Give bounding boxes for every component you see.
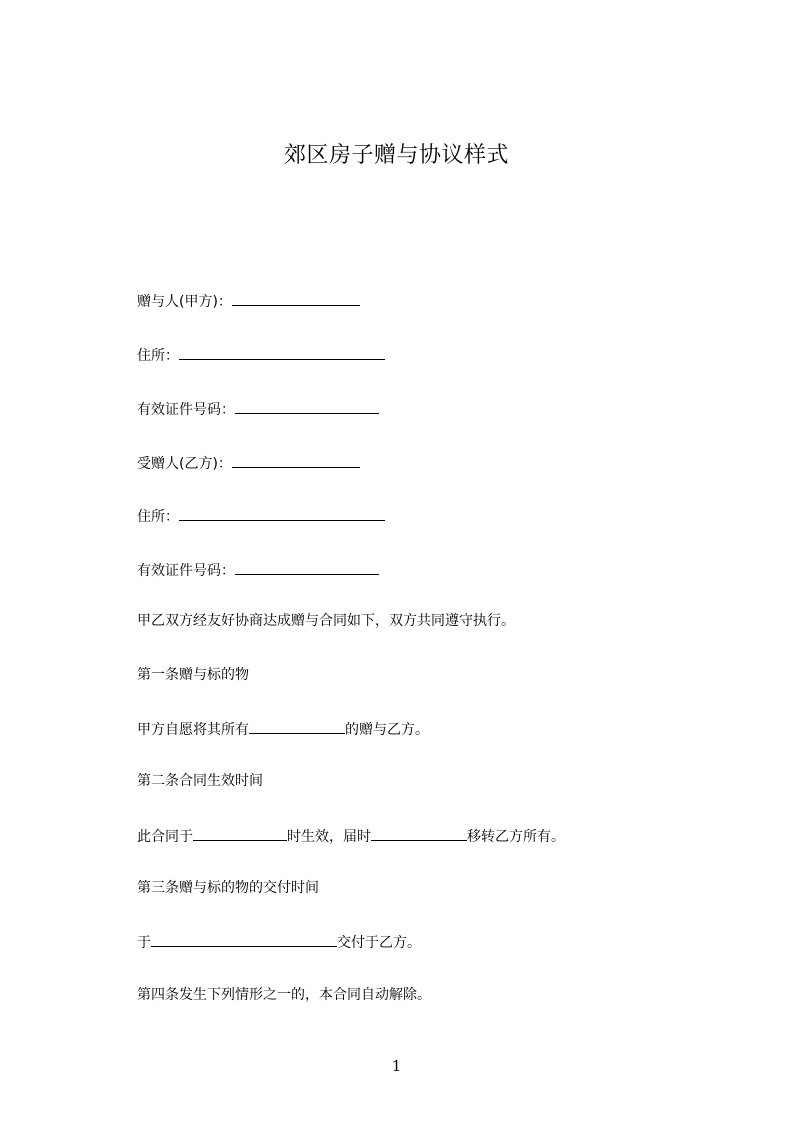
- document-title: 郊区房子赠与协议样式: [283, 143, 509, 168]
- article2-text-middle: 时生效，届时: [287, 829, 371, 845]
- donor-id-line: [137, 398, 379, 420]
- article3-time-blank: [151, 931, 337, 947]
- article1-text-after: 的赠与乙方。: [345, 722, 429, 738]
- article2-date-blank: [193, 825, 287, 841]
- article1-text: [137, 718, 429, 740]
- donor-id-label: 有效证件号码：: [137, 402, 235, 418]
- donee-address-label: 住所：: [137, 509, 179, 525]
- page-number: 1: [391, 1057, 402, 1075]
- article3-heading: 第三条赠与标的物的交付时间: [137, 880, 319, 896]
- article2-subject-blank: [371, 825, 467, 841]
- donor-address-blank: [179, 344, 385, 360]
- article2-text-before: 此合同于: [137, 829, 193, 845]
- donor-address-line: [137, 344, 385, 366]
- donee-line: [137, 452, 360, 474]
- article3-text-after: 交付于乙方。: [337, 935, 421, 951]
- donee-address-line: [137, 505, 385, 527]
- article2-heading: 第二条合同生效时间: [137, 773, 263, 789]
- donor-label: 赠与人(甲方)：: [137, 294, 232, 310]
- article2-text: [137, 825, 565, 847]
- donee-name-blank: [232, 452, 360, 468]
- donee-address-blank: [179, 505, 385, 521]
- donee-id-blank: [235, 559, 379, 575]
- donee-label: 受赠人(乙方)：: [137, 456, 232, 472]
- donor-address-label: 住所：: [137, 348, 179, 364]
- donor-name-blank: [232, 290, 360, 306]
- article3-text-before: 于: [137, 935, 151, 951]
- article1-heading: 第一条赠与标的物: [137, 667, 249, 683]
- article4-heading: 第四条发生下列情形之一的，本合同自动解除。: [137, 987, 431, 1003]
- donor-id-blank: [235, 398, 379, 414]
- article1-subject-blank: [249, 718, 345, 734]
- donee-id-line: [137, 559, 379, 581]
- donor-line: [137, 290, 360, 312]
- article3-text: [137, 931, 421, 953]
- article2-text-after: 移转乙方所有。: [467, 829, 565, 845]
- donee-id-label: 有效证件号码：: [137, 563, 235, 579]
- preamble-paragraph: 甲乙双方经友好协商达成赠与合同如下，双方共同遵守执行。: [137, 613, 515, 629]
- article1-text-before: 甲方自愿将其所有: [137, 722, 249, 738]
